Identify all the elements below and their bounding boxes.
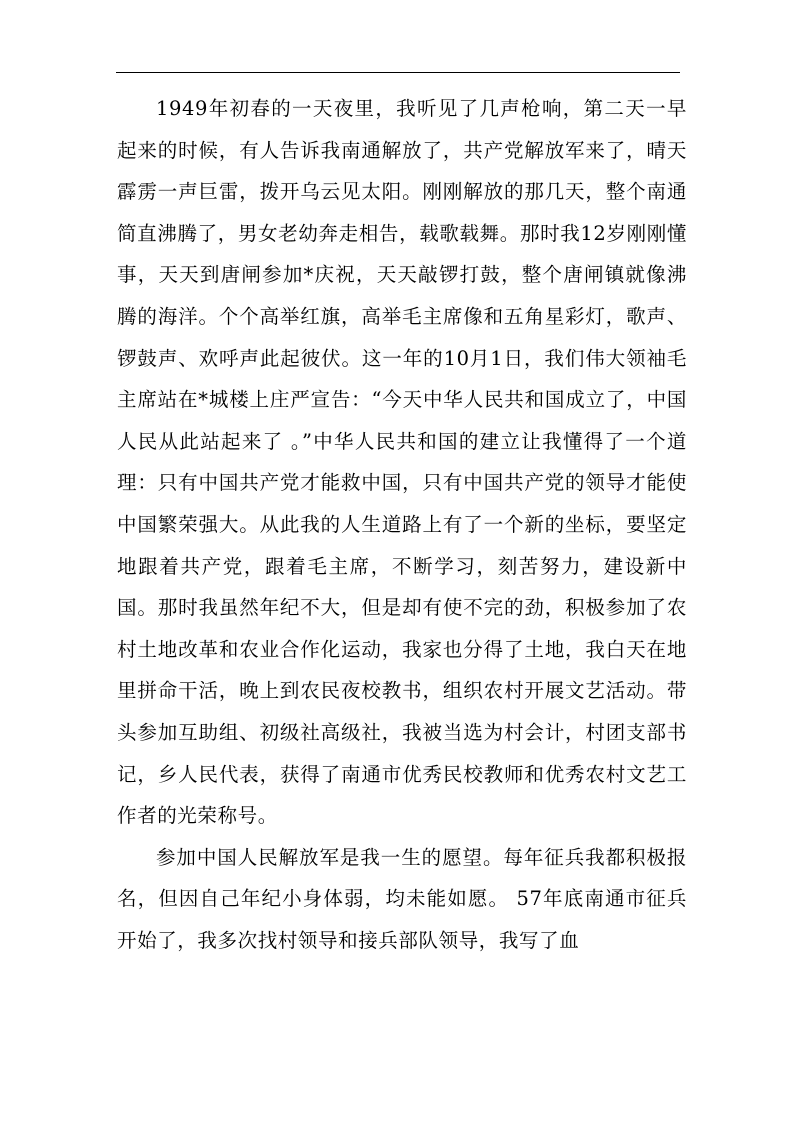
paragraph-1: 1949年初春的一天夜里，我听见了几声枪响，第二天一早起来的时候，有人告诉我南通解放了，共产党解放军来了，晴天霹雳一声巨雷，拨开乌云见太阳。刚刚解放的那几天，整个南通简直沸腾了，男女老幼奔走相告，载歌载舞。那时我12岁刚刚懂事，天天到唐闸参加*庆祝，天天敲锣打鼓，整个唐闸镇就像沸腾的海洋。个个高举红旗，高举毛主席像和五角星彩灯，歌声、锣鼓声、欢呼声此起彼伏。这一年的10月1日，我们伟大领袖毛主席站在*城楼上庄严宣告：“今天中华人民共和国成立了，中国人民从此站起来了 。”中华人民共和国的建立让我懂得了一个道理：只有中国共产党才能救中国，只有中国共产党的领导才能使中国繁荣强大。从此我的人生道路上有了一个新的坐标，要坚定地跟着共产党，跟着毛主席，不断学习，刻苦努力，建设新中国。那时我虽然年纪不大，但是却有使不完的劲，积极参加了农村土地改革和农业合作化运动，我家也分得了土地，我白天在地里拼命干活，晚上到农民夜校教书，组织农村开展文艺活动。带头参加互助组、初级社高级社，我被当选为村会计，村团支部书记，乡人民代表，获得了南通市优秀民校教师和优秀农村文艺工作者的光荣称号。	[117, 97, 687, 828]
document-body	[117, 88, 687, 961]
header-rule	[116, 72, 680, 73]
paragraph-2: 参加中国人民解放军是我一生的愿望。每年征兵我都积极报名，但因自己年纪小身体弱，均未能如愿。 57年底南通市征兵开始了，我多次找村领导和接兵部队领导，我写了血	[117, 845, 687, 952]
